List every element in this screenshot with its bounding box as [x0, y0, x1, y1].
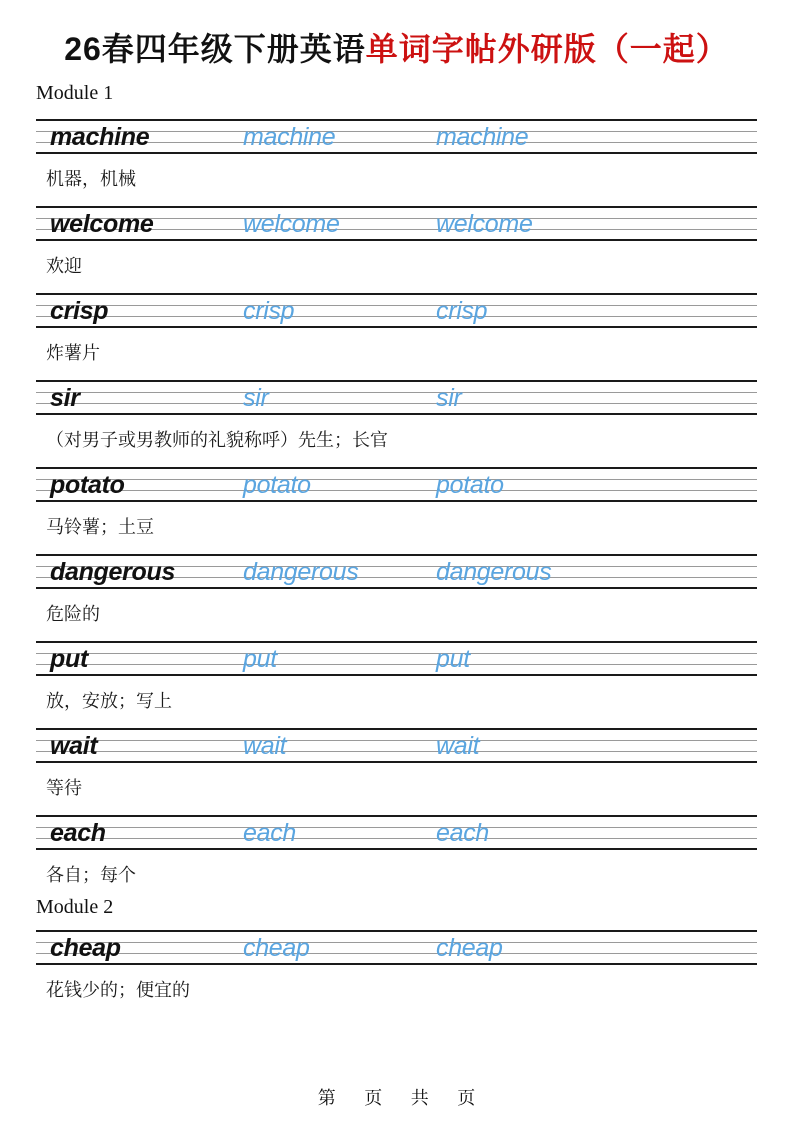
writing-grid: [36, 119, 757, 154]
trace-word-1: wait: [243, 732, 287, 760]
practice-word-black: sir: [50, 384, 80, 412]
practice-word-black: dangerous: [50, 558, 176, 586]
trace-word-1: put: [243, 645, 277, 673]
practice-word-black: machine: [50, 123, 150, 151]
writing-grid: [36, 930, 757, 965]
trace-word-2: dangerous: [436, 558, 552, 586]
word-block: [36, 728, 757, 801]
word-block: [36, 554, 757, 627]
writing-grid: [36, 467, 757, 502]
trace-word-1: potato: [243, 471, 311, 499]
word-translation: （对男子或男教师的礼貌称呼）先生；长官: [46, 430, 388, 450]
module-1-header: Module 1: [36, 82, 114, 104]
word-translation: 各自；每个: [46, 865, 136, 885]
trace-word-1: dangerous: [243, 558, 359, 586]
word-translation: 机器，机械: [46, 169, 136, 189]
trace-word-2: welcome: [436, 210, 533, 238]
page-number-label: 第 页 共 页: [317, 1088, 488, 1108]
word-block: [36, 206, 757, 279]
page-title-red: 单词字帖外研版（一起）: [365, 31, 729, 67]
writing-grid: [36, 815, 757, 850]
word-translation: 炸薯片: [46, 343, 100, 363]
page-footer: [0, 1084, 793, 1110]
word-translation: 花钱少的；便宜的: [46, 980, 190, 1000]
trace-word-1: crisp: [243, 297, 295, 325]
word-block: [36, 641, 757, 714]
word-block: [36, 467, 757, 540]
word-translation: 欢迎: [46, 256, 82, 276]
trace-word-1: cheap: [243, 934, 310, 962]
word-translation: 等待: [46, 778, 82, 798]
word-block: [36, 293, 757, 366]
trace-word-1: machine: [243, 123, 336, 151]
page-title-black: 26春四年级下册英语: [64, 31, 366, 67]
writing-grid: [36, 293, 757, 328]
trace-word-1: sir: [243, 384, 269, 412]
trace-word-2: each: [436, 819, 490, 847]
practice-word-black: crisp: [50, 297, 109, 325]
writing-grid: [36, 728, 757, 763]
practice-word-black: potato: [50, 471, 125, 499]
writing-grid: [36, 380, 757, 415]
practice-word-black: welcome: [50, 210, 154, 238]
practice-word-black: put: [50, 645, 88, 673]
trace-word-2: sir: [436, 384, 462, 412]
section-module-1: [36, 82, 757, 888]
page-title: [36, 0, 757, 70]
word-translation: 放，安放；写上: [46, 691, 172, 711]
writing-grid: [36, 641, 757, 676]
word-block: [36, 380, 757, 453]
trace-word-2: put: [436, 645, 470, 673]
practice-word-black: each: [50, 819, 106, 847]
module-2-header: Module 2: [36, 896, 114, 918]
trace-word-2: potato: [436, 471, 504, 499]
trace-word-1: welcome: [243, 210, 340, 238]
trace-word-2: cheap: [436, 934, 503, 962]
trace-word-2: crisp: [436, 297, 488, 325]
trace-word-1: each: [243, 819, 297, 847]
word-translation: 马铃薯；土豆: [46, 517, 154, 537]
section-module-2: [36, 896, 757, 1003]
trace-word-2: machine: [436, 123, 529, 151]
writing-grid: [36, 206, 757, 241]
practice-word-black: cheap: [50, 934, 121, 962]
word-block: [36, 119, 757, 192]
practice-word-black: wait: [50, 732, 98, 760]
writing-grid: [36, 554, 757, 589]
word-block: [36, 815, 757, 888]
word-translation: 危险的: [46, 604, 100, 624]
word-block: [36, 930, 757, 1003]
trace-word-2: wait: [436, 732, 480, 760]
